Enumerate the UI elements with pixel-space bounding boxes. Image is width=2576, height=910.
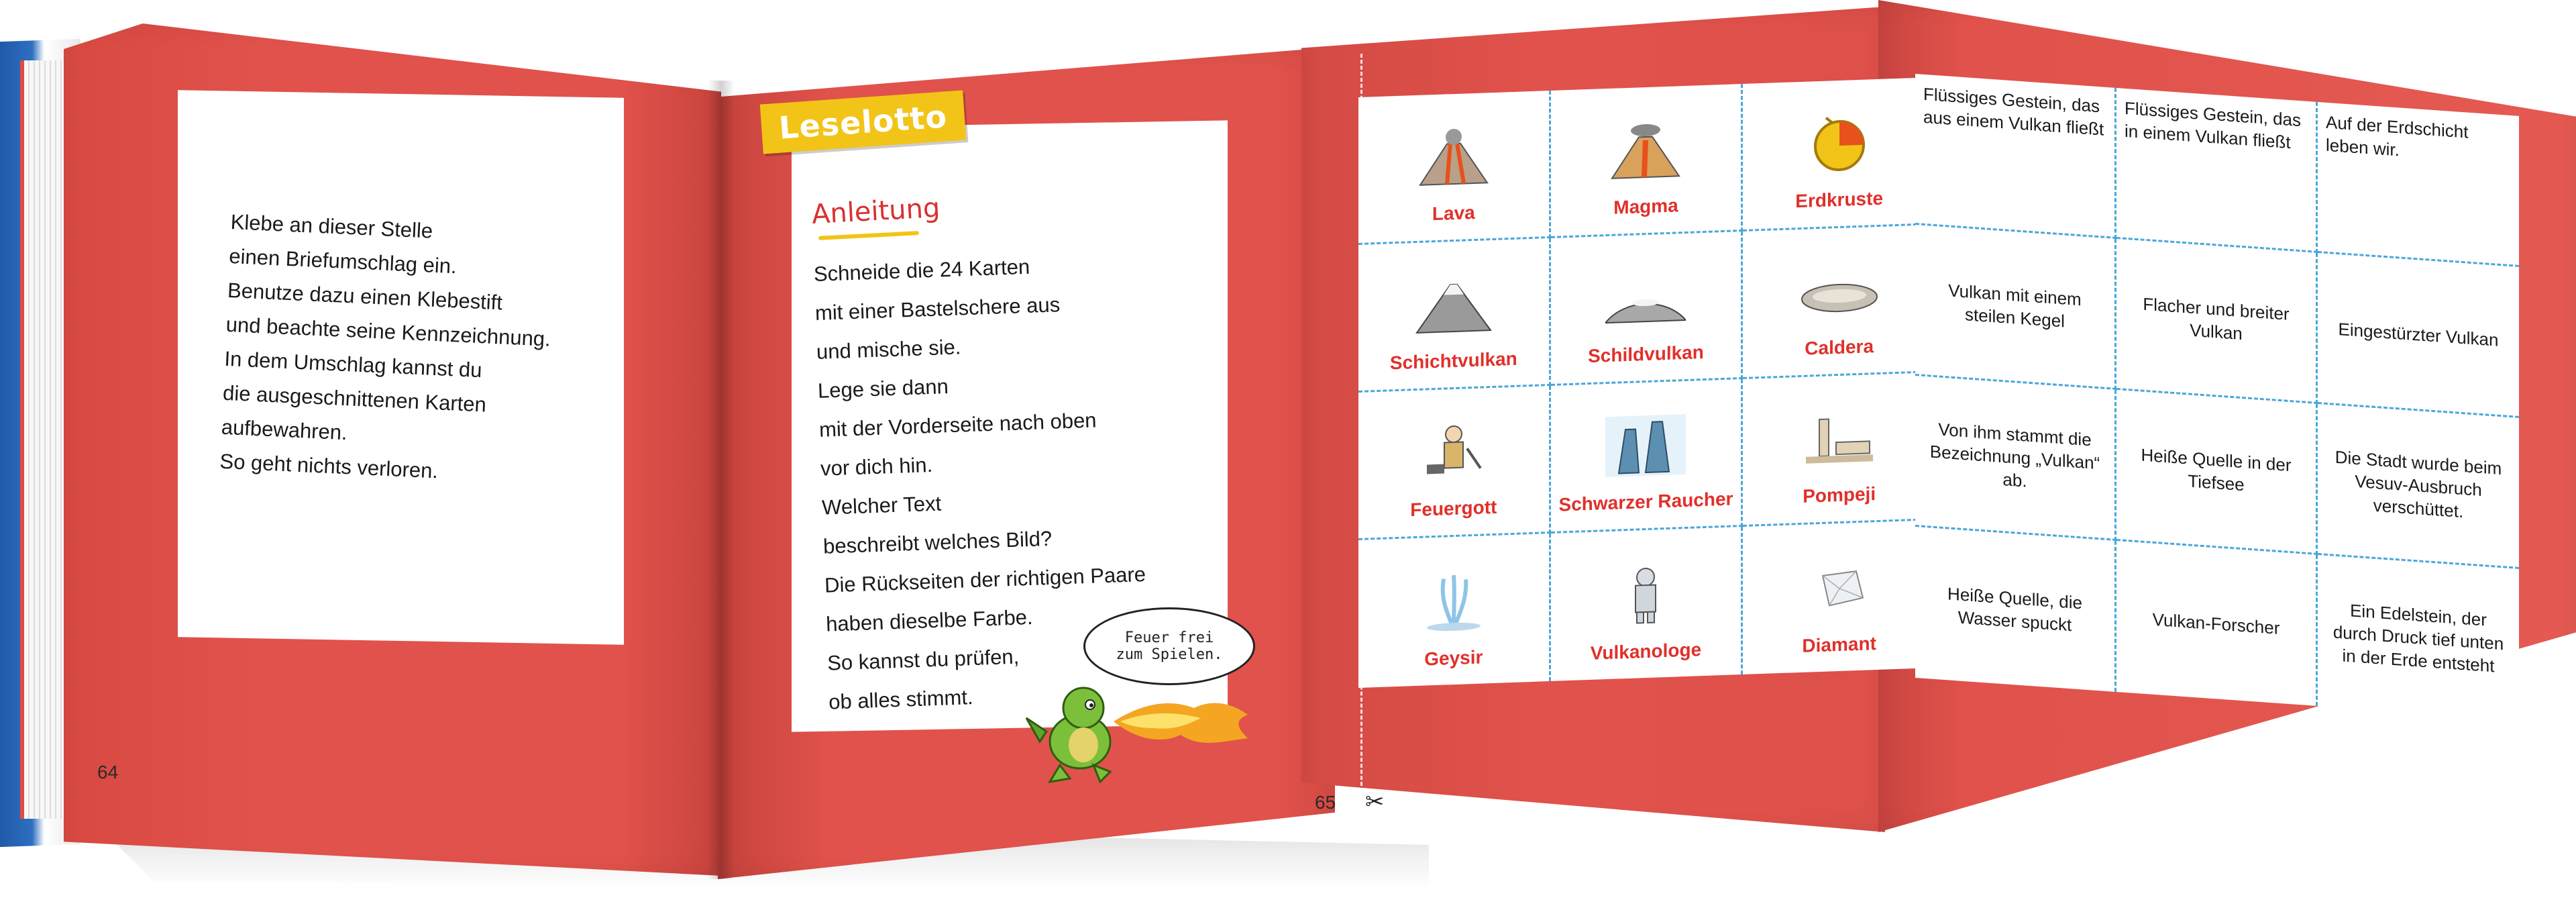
note-line: Klebe an dieser Stelle: [230, 209, 433, 243]
text-card[interactable]: Heiße Quelle, die Wasser spuckt: [1915, 527, 2116, 692]
text-card[interactable]: Vulkan-Forscher: [2116, 541, 2318, 706]
instruction-line: mit der Vorderseite nach oben: [818, 408, 1097, 442]
note-line: und beachte seine Kennzeichnung.: [225, 312, 551, 351]
instruction-line: Lege sie dann: [817, 374, 949, 403]
fire-god-icon: [1413, 421, 1494, 484]
card-label: Erdkruste: [1795, 187, 1884, 212]
leselotto-tag: Leselotto: [760, 91, 966, 154]
speech-line: Feuer frei: [1124, 629, 1214, 646]
black-smoker-icon: [1605, 414, 1686, 477]
magma-volcano-icon: [1605, 119, 1686, 182]
instruction-line: ob alles stimmt.: [828, 685, 974, 714]
instruction-line: So kannst du prüfen,: [826, 644, 1020, 675]
text-card[interactable]: Vulkan mit einem steilen Kegel: [1915, 225, 2116, 390]
card-label: Schichtvulkan: [1389, 348, 1517, 374]
picture-card-schwarzer-raucher[interactable]: [1551, 379, 1743, 534]
instruction-line: Welcher Text: [821, 491, 942, 519]
card-label: Caldera: [1805, 336, 1874, 359]
picture-card-caldera[interactable]: [1743, 225, 1935, 379]
shield-volcano-icon: [1605, 266, 1686, 330]
volcanologist-icon: [1605, 564, 1686, 627]
picture-card-feuergott[interactable]: [1358, 386, 1551, 540]
lava-volcano-icon: [1413, 125, 1494, 189]
text-card[interactable]: Flüssiges Gestein, das aus einem Vulkan fließt: [1915, 74, 2116, 239]
text-card[interactable]: Von ihm stammt die Bezeichnung „Vulkan“ ab.: [1915, 376, 2116, 541]
fire-icon: [1114, 691, 1248, 752]
text-card[interactable]: Flacher und breiter Vulkan: [2116, 239, 2318, 404]
speech-line: zum Spielen.: [1116, 646, 1223, 663]
picture-card-magma[interactable]: [1551, 84, 1743, 238]
instruction-line: Schneide die 24 Karten: [813, 254, 1030, 286]
page-number-left: 64: [97, 762, 119, 782]
spine-shadow: [708, 81, 735, 879]
card-label: Geysir: [1424, 646, 1483, 670]
picture-card-schildvulkan[interactable]: [1551, 232, 1743, 386]
note-line: Benutze dazu einen Klebestift: [227, 278, 503, 315]
diamond-icon: [1799, 557, 1880, 620]
note-line: So geht nichts verloren.: [219, 449, 439, 483]
card-label: Vulkanologe: [1590, 639, 1702, 664]
page-number-right: 65: [1315, 792, 1336, 813]
text-card[interactable]: Auf der Erdschicht leben wir.: [2318, 102, 2519, 267]
picture-card-grid: [1358, 77, 1935, 688]
picture-card-lava[interactable]: [1358, 91, 1551, 245]
scissors-icon: ✂: [1365, 789, 1385, 815]
card-label: Lava: [1432, 201, 1475, 225]
text-card[interactable]: Ein Edelstein, der durch Druck tief unten in der Erde entsteht: [2332, 599, 2504, 676]
text-card[interactable]: Flüssiges Gestein, das in einem Vulkan fließt: [2116, 88, 2318, 253]
instruction-line: Die Rückseiten der richtigen Paare: [824, 562, 1146, 597]
note-line: aufbewahren.: [221, 415, 348, 445]
earth-crust-icon: [1799, 112, 1880, 175]
card-label: Schwarzer Raucher: [1558, 488, 1733, 515]
picture-card-schichtvulkan[interactable]: [1358, 238, 1551, 393]
picture-card-erdkruste[interactable]: [1743, 77, 1935, 232]
card-label: Pompeji: [1803, 483, 1876, 507]
text-card-grid: [1915, 74, 2519, 720]
instruction-line: haben dieselbe Farbe.: [825, 605, 1034, 636]
instruction-line: beschreibt welches Bild?: [822, 526, 1053, 558]
geyser-icon: [1413, 570, 1494, 634]
speech-bubble: [1083, 607, 1255, 685]
picture-card-vulkanologe[interactable]: [1551, 527, 1743, 681]
envelope-note-text: [219, 205, 555, 493]
stratovolcano-icon: [1413, 273, 1494, 336]
card-label: Feuergott: [1410, 496, 1497, 521]
instruction-line: und mische sie.: [816, 335, 961, 364]
card-label: Magma: [1613, 195, 1678, 218]
note-line: In dem Umschlag kannst du: [223, 346, 483, 383]
instruction-line: vor dich hin.: [820, 452, 933, 481]
note-line: die ausgeschnittenen Karten: [222, 381, 487, 417]
card-label: Schildvulkan: [1588, 342, 1704, 367]
text-card[interactable]: Heiße Quelle in der Tiefsee: [2116, 390, 2318, 555]
picture-card-pompeji[interactable]: [1743, 372, 1935, 527]
picture-card-diamant[interactable]: [1743, 520, 1935, 674]
caldera-icon: [1799, 260, 1880, 323]
pompeii-ruins-icon: [1799, 407, 1880, 470]
card-label: Diamant: [1802, 633, 1876, 656]
note-line: einen Briefumschlag ein.: [228, 244, 458, 279]
text-card[interactable]: Die Stadt wurde beim Vesuv-Ausbruch verschüttet.: [2318, 404, 2519, 569]
text-card[interactable]: Eingestürzter Vulkan: [2318, 253, 2519, 418]
instruction-heading: Anleitung: [810, 193, 941, 230]
picture-card-geysir[interactable]: [1358, 534, 1551, 688]
instruction-line: mit einer Bastelschere aus: [814, 293, 1061, 325]
